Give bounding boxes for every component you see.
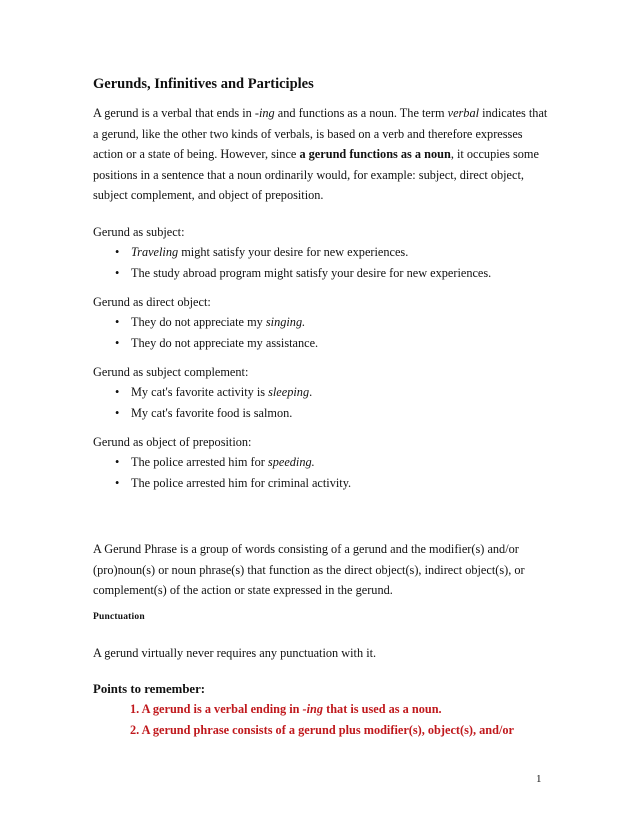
- point-text: A gerund phrase consists of a gerund plus modifier(s), object(s), and/or: [139, 722, 514, 737]
- point-text-end: that is used as a noun.: [323, 702, 442, 716]
- section-label: Gerund as object of preposition:: [93, 435, 252, 449]
- gerund-italic: sleeping: [268, 385, 310, 399]
- points-heading: Points to remember:: [93, 682, 206, 696]
- gerund-italic: singing.: [265, 315, 306, 329]
- example-list: [93, 452, 563, 493]
- example-text: might satisfy your desire for new experiences.: [178, 245, 409, 259]
- example-text: My cat's favorite activity is: [131, 385, 269, 399]
- bullet-icon: •: [115, 315, 120, 329]
- example-list: [93, 242, 563, 283]
- example-text: They do not appreciate my assistance.: [131, 335, 319, 350]
- section-gerund-as-object-of-preposition: [93, 432, 563, 493]
- example-text: My cat's favorite food is salmon.: [131, 405, 293, 420]
- point-text: A gerund is a verbal ending in: [139, 702, 303, 716]
- punctuation-text: A gerund virtually never requires any punctuation with it.: [93, 646, 377, 660]
- section-label: Gerund as subject:: [93, 225, 185, 239]
- punctuation-heading: Punctuation: [93, 612, 145, 622]
- point-item: [130, 720, 514, 741]
- example-list: [93, 382, 563, 423]
- gerund-phrase-paragraph: A Gerund Phrase is a group of words consisting of a gerund and the modifier(s) and/or (pro)noun(s) or noun phrase(s) that function as the direct object(s), indirect object(s), or complement(s) of the action or state expressed in the gerund.: [93, 542, 525, 598]
- section-label: Gerund as direct object:: [93, 295, 211, 309]
- intro-text-2: and functions as a noun. The term: [274, 106, 448, 120]
- section-gerund-as-subject: [93, 222, 563, 283]
- bullet-icon: •: [115, 405, 120, 420]
- example-text: The police arrested him for criminal activity.: [131, 475, 352, 490]
- list-item: [93, 242, 563, 263]
- list-item: [93, 333, 563, 354]
- points-list: [130, 699, 514, 740]
- bullet-icon: •: [115, 335, 120, 350]
- page-number: 1: [536, 773, 542, 785]
- point-italic: -ing: [302, 702, 324, 716]
- list-item: [93, 452, 563, 473]
- intro-text-4: , it occupies some positions in a sentence that a noun ordinarily would, for example: subject, direct object, subject complement, and object of preposition.: [93, 147, 539, 203]
- list-item: [93, 263, 563, 284]
- point-item: [130, 699, 514, 720]
- example-text: The study abroad program might satisfy your desire for new experiences.: [131, 265, 492, 280]
- bullet-icon: •: [115, 455, 120, 469]
- bullet-icon: •: [115, 265, 120, 280]
- intro-paragraph: [93, 103, 553, 206]
- intro-text-3: indicates that a gerund, like the other two kinds of verbals, is based on a verb and therefore expresses action or a state of being. However, since: [93, 106, 548, 162]
- list-item: [93, 473, 563, 494]
- bullet-icon: •: [115, 385, 120, 399]
- intro-bold-phrase: a gerund functions as a noun: [299, 147, 451, 162]
- bullet-icon: •: [115, 245, 120, 259]
- example-text: They do not appreciate my: [131, 315, 266, 329]
- example-list: [93, 312, 563, 353]
- section-label: Gerund as subject complement:: [93, 365, 249, 379]
- gerund-italic: speeding.: [267, 455, 315, 469]
- intro-ing-italic: -ing: [254, 106, 275, 120]
- section-gerund-as-direct-object: [93, 292, 563, 353]
- bullet-icon: •: [115, 475, 120, 490]
- intro-verbal-italic: verbal: [447, 106, 480, 120]
- intro-text-1: A gerund is a verbal that ends in: [93, 106, 255, 120]
- list-item: [93, 382, 563, 403]
- example-text: The police arrested him for: [131, 455, 268, 469]
- section-gerund-as-subject-complement: [93, 362, 563, 423]
- list-item: [93, 312, 563, 333]
- point-number: 2.: [130, 722, 140, 737]
- list-item: [93, 403, 563, 424]
- point-number: 1.: [130, 702, 140, 716]
- example-text-end: .: [309, 385, 313, 399]
- gerund-italic: Traveling: [131, 245, 179, 259]
- page-title: Gerunds, Infinitives and Participles: [93, 76, 314, 92]
